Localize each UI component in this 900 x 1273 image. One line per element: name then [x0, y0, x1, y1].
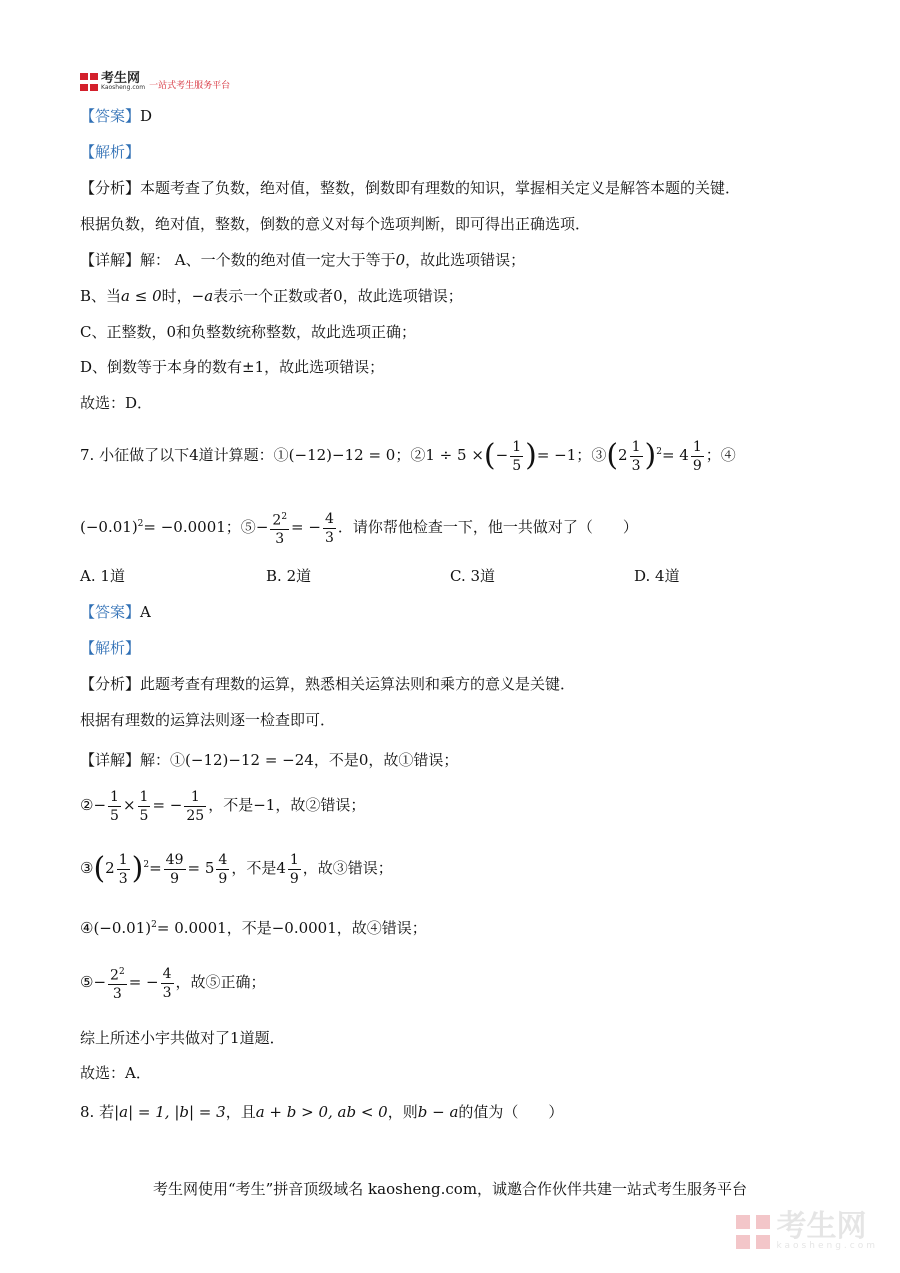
text: 7. 小征做了以下 — [80, 446, 190, 464]
logo-slogan: 一站式考生服务平台 — [149, 81, 231, 91]
text: 道题． — [239, 1029, 285, 1047]
math-cond: a + b > 0, ab < 0 — [255, 1103, 388, 1121]
math-expr-4-right: = −0.0001 — [143, 518, 226, 536]
math-zero: 0 — [333, 287, 343, 305]
denominator: 3 — [275, 531, 285, 548]
text: ，不是 — [231, 859, 277, 877]
q7-summary — [80, 1028, 285, 1048]
fraction — [510, 438, 523, 475]
math-eq: = − — [128, 973, 159, 991]
denominator: 3 — [631, 457, 641, 474]
q7-stem-line2 — [80, 504, 638, 548]
denominator: 25 — [186, 807, 205, 824]
sep: ； — [395, 446, 411, 464]
math-expr: (−12)−12 = −24 — [185, 751, 314, 769]
fraction — [216, 851, 229, 888]
math-num: 4 — [189, 446, 199, 464]
numerator: 4 — [218, 851, 228, 868]
num-base: 2 — [110, 967, 119, 984]
text: 的值为（ ） — [458, 1103, 564, 1121]
math-neg: − — [495, 446, 509, 464]
circle-1: ① — [273, 446, 289, 464]
mixed-whole: 2 — [618, 446, 628, 464]
math-num: 1 — [230, 1029, 240, 1047]
numerator: 1 — [692, 438, 702, 455]
exponent: 2 — [281, 511, 288, 522]
math-eq: = 0.0001 — [156, 919, 227, 937]
circle-4: ④ — [80, 919, 94, 937]
text: C、正整数， — [80, 323, 167, 341]
math-expr: (−0.01) — [93, 919, 152, 937]
paren-left: ( — [483, 438, 496, 473]
math-neg: − — [255, 518, 269, 536]
logo-url: Kaosheng.com — [101, 84, 146, 91]
text: ，故此选项错误； — [342, 287, 463, 305]
fraction — [138, 788, 151, 825]
math-value: −1 — [253, 796, 276, 814]
math-neg: − — [93, 796, 107, 814]
q7-analysis-tag — [80, 638, 140, 658]
footer-text: 考生网使用“考生”拼音顶级域名 kaosheng.com，诚邀合作伙伴共建一站式考生服务平台 — [152, 1180, 748, 1198]
choice-unit: 道 — [480, 567, 496, 585]
text: B、当 — [80, 287, 122, 305]
text: ，故⑤正确； — [175, 973, 266, 991]
numerator: 1 — [512, 438, 522, 455]
fraction — [164, 851, 186, 888]
fraction — [323, 510, 336, 547]
watermark-url: kaosheng.com — [776, 1241, 878, 1251]
text: ，故④错误； — [336, 919, 427, 937]
math-target: b − a — [417, 1103, 459, 1121]
choice-b[interactable] — [266, 566, 311, 586]
numerator — [108, 963, 127, 986]
choice-a[interactable] — [80, 566, 125, 586]
q7-answer — [80, 602, 151, 622]
numerator: 1 — [118, 851, 128, 868]
sep: ； — [576, 446, 592, 464]
math-zero: 0 — [395, 251, 406, 269]
line-end: ，故此选项错误； — [405, 251, 526, 269]
mixed-whole: 2 — [105, 859, 115, 877]
math-eq: = 5 — [187, 859, 215, 877]
answer-value: A — [140, 603, 151, 621]
question-text: ．请你帮他检查一下，他一共做对了（ ） — [337, 518, 638, 536]
q7-fenxi-2: 根据有理数的运算法则逐一检查即可． — [80, 711, 336, 729]
denominator: 5 — [110, 807, 119, 824]
math-eq: = — [149, 859, 162, 877]
text: ，故①错误； — [368, 751, 459, 769]
q6-analysis-tag — [80, 142, 140, 162]
choice-unit: 道 — [109, 567, 125, 585]
watermark-logo — [736, 1209, 878, 1251]
text: ，则 — [387, 1103, 418, 1121]
numerator: 4 — [324, 510, 334, 527]
choice-label: A. — [80, 567, 96, 585]
circle-2: ② — [410, 446, 426, 464]
math-times: × — [122, 796, 136, 814]
numerator: 1 — [184, 788, 206, 807]
paren-left: ( — [606, 438, 619, 473]
math-neg: − — [93, 973, 107, 991]
q7-xj-2 — [80, 785, 365, 825]
q7-xj-3 — [80, 845, 393, 885]
analysis-tag: 【解析】 — [80, 143, 141, 161]
numerator: 1 — [110, 788, 119, 805]
math-expr-2-right: = −1 — [536, 446, 577, 464]
text: ，不是 — [208, 796, 254, 814]
fraction — [630, 438, 643, 475]
denominator: 5 — [512, 457, 522, 474]
text: ，不是 — [226, 919, 272, 937]
q6-answer — [80, 106, 152, 126]
choice-label: C. — [450, 567, 466, 585]
q7-xj-4 — [80, 915, 427, 938]
text: 8. 若 — [80, 1103, 115, 1121]
q6-line-c — [80, 322, 416, 342]
answer-tag: 【答案】 — [80, 603, 141, 621]
math-eq: = − — [291, 518, 321, 536]
fenxi-text: 此题考查有理数的运算，熟悉相关运算法则和乘方的意义是关键． — [140, 675, 576, 693]
exponent: 2 — [151, 920, 157, 930]
math-expr-2-left: 1 ÷ 5 × — [425, 446, 484, 464]
denominator: 9 — [170, 870, 180, 887]
q6-fenxi-2: 根据负数，绝对值，整数，倒数的意义对每个选项判断，即可得出正确选项． — [80, 215, 591, 233]
math-expr-4: (−0.01) — [80, 518, 138, 536]
fraction — [161, 965, 174, 1002]
choice-num: 1 — [100, 567, 110, 585]
fraction — [108, 963, 127, 1004]
circle-5: ；⑤ — [225, 518, 256, 536]
num-base: 2 — [272, 512, 282, 529]
choice-num: 2 — [286, 567, 297, 585]
choice-c[interactable] — [450, 566, 495, 586]
paren-right: ) — [131, 851, 144, 886]
circle-2: ② — [80, 796, 94, 814]
fenxi-tag: 【分析】 — [80, 179, 141, 197]
q7-xj-5 — [80, 962, 266, 1002]
mixed-whole: 4 — [276, 859, 286, 877]
choice-label: D. — [634, 567, 651, 585]
denominator: 3 — [162, 984, 172, 1001]
text: ，故②错误； — [275, 796, 366, 814]
choice-unit: 道 — [664, 567, 680, 585]
q6-line-d — [80, 357, 384, 377]
fraction — [691, 438, 704, 475]
math-cond: a ≤ 0 — [121, 287, 162, 305]
math-zero: 0 — [358, 751, 369, 769]
fenxi-text: 本题考查了负数，绝对值，整数，倒数即有理数的知识，掌握相关定义是解答本题的关键． — [140, 179, 741, 197]
numerator: 1 — [631, 438, 641, 455]
exponent: 2 — [656, 447, 662, 457]
q6-line-b — [80, 286, 463, 306]
numerator: 49 — [165, 851, 184, 868]
q7-xj-1 — [80, 750, 458, 770]
math-eq: = − — [152, 796, 183, 814]
analysis-tag: 【解析】 — [80, 639, 141, 657]
text: ，不是 — [313, 751, 359, 769]
denominator: 3 — [112, 986, 122, 1003]
xiangjie-text: 解： A、一个数的绝对值一定大于等于 — [140, 251, 396, 269]
math-cond: |a| = 1, |b| = 3 — [114, 1103, 226, 1121]
circle-3: ③ — [591, 446, 607, 464]
choice-num: 3 — [470, 567, 481, 585]
math-zero: 0 — [166, 323, 177, 341]
logo-name: 考生网 — [101, 71, 141, 86]
exponent: 2 — [143, 860, 150, 870]
numerator: 1 — [139, 788, 149, 805]
answer-value: D — [140, 107, 153, 125]
header-logo[interactable] — [80, 72, 230, 91]
numerator: 1 — [289, 851, 299, 868]
denominator: 5 — [139, 807, 149, 824]
text: 综上所述小宇共做对了 — [80, 1029, 231, 1047]
numerator — [270, 508, 289, 531]
xiangjie-tag: 【详解】 — [80, 751, 141, 769]
fraction — [117, 851, 130, 888]
exponent: 2 — [118, 966, 125, 977]
denominator: 9 — [289, 870, 299, 887]
q6-xiangjie — [80, 250, 525, 270]
q7-stem-line1 — [80, 432, 736, 472]
fraction — [108, 788, 121, 825]
fenxi-tag: 【分析】 — [80, 675, 141, 693]
logo-icon — [80, 73, 98, 91]
choice-label: B. — [266, 567, 282, 585]
text: 解：① — [140, 751, 186, 769]
math-value: ±1 — [242, 358, 265, 376]
circle-5: ⑤ — [80, 973, 94, 991]
text: ，故此选项错误； — [264, 358, 385, 376]
text: ，故③错误； — [302, 859, 393, 877]
denominator: 3 — [118, 870, 128, 887]
math-value: −0.0001 — [271, 919, 337, 937]
denominator: 3 — [324, 529, 334, 546]
q7-conclusion: 故选：A． — [80, 1064, 151, 1082]
q8-stem — [80, 1102, 563, 1122]
fraction — [270, 508, 289, 549]
text: D、倒数等于本身的数有 — [80, 358, 243, 376]
numerator: 4 — [162, 965, 172, 982]
text: 时， — [161, 287, 192, 305]
paren-left: ( — [93, 851, 106, 886]
math-neg-a: −a — [191, 287, 214, 305]
text: 表示一个正数或者 — [213, 287, 334, 305]
fraction — [288, 851, 301, 888]
watermark-name: 考生网 — [776, 1209, 867, 1244]
choice-unit: 道 — [296, 567, 312, 585]
circle-3: ③ — [80, 859, 94, 877]
denominator: 9 — [692, 457, 702, 474]
choice-d[interactable] — [634, 566, 680, 586]
logo-icon — [736, 1215, 770, 1249]
q6-fenxi — [80, 178, 740, 198]
math-expr-1: (−12)−12 = 0 — [288, 446, 396, 464]
math-eq: = 4 — [661, 446, 689, 464]
sep: ；④ — [705, 446, 736, 464]
xiangjie-tag: 【详解】 — [80, 251, 141, 269]
paren-right: ) — [644, 438, 657, 473]
denominator: 9 — [218, 870, 228, 887]
q7-fenxi — [80, 674, 575, 694]
text: ，且 — [225, 1103, 256, 1121]
exponent: 2 — [137, 519, 144, 529]
text: 道计算题： — [198, 446, 274, 464]
paren-right: ) — [525, 438, 537, 473]
answer-tag: 【答案】 — [80, 107, 141, 125]
q6-conclusion: 故选：D． — [80, 394, 153, 412]
fraction — [184, 788, 206, 825]
text: 和负整数统称整数，故此选项正确； — [176, 323, 417, 341]
choice-num: 4 — [655, 567, 665, 585]
